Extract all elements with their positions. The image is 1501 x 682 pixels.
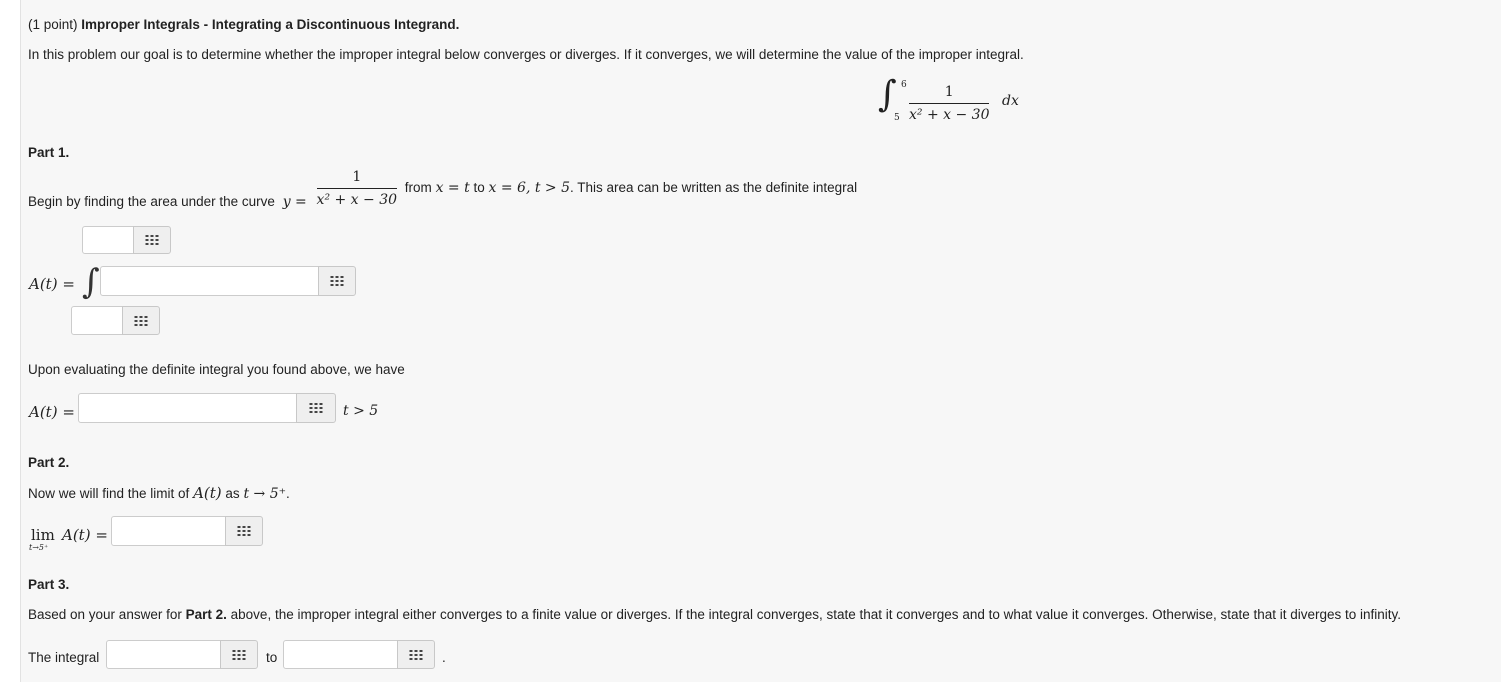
upper-limit-input[interactable] bbox=[82, 226, 134, 254]
part3-period: . bbox=[442, 650, 446, 665]
lower-limit-palette-button[interactable] bbox=[122, 306, 160, 335]
curve-fraction bbox=[317, 169, 397, 208]
part1-heading: Part 1. bbox=[28, 145, 70, 160]
part1-prompt bbox=[28, 169, 858, 212]
lim-At-label: A(t) = bbox=[62, 526, 108, 544]
curve-lhs: y = bbox=[282, 194, 307, 211]
to-expression: x = 6, t > 5 bbox=[488, 180, 571, 197]
equation-editor-grid-icon bbox=[135, 316, 148, 326]
to-label: to bbox=[266, 650, 278, 665]
part2-At: A(t) bbox=[193, 484, 222, 502]
integrand-fraction bbox=[909, 84, 989, 123]
limit-palette-button[interactable] bbox=[225, 516, 263, 546]
part3-bold-ref: Part 2. bbox=[185, 607, 227, 622]
value-palette-button[interactable] bbox=[397, 640, 435, 669]
lim-subscript: t→5⁺ bbox=[29, 543, 49, 552]
equation-editor-grid-icon bbox=[233, 650, 246, 660]
problem-header bbox=[28, 17, 459, 32]
equation-editor-grid-icon bbox=[410, 650, 423, 660]
integrand-input[interactable] bbox=[100, 266, 319, 296]
upper-limit: 6 bbox=[901, 80, 907, 90]
from-expression: x = t bbox=[435, 180, 470, 197]
the-integral-label: The integral bbox=[28, 650, 100, 665]
points-label: (1 point) bbox=[28, 17, 78, 32]
integrand-numerator: 1 bbox=[909, 84, 989, 104]
curve-denominator: x² + x − 30 bbox=[316, 192, 398, 208]
intro-text: In this problem our goal is to determine whether the improper integral below converges or diverges. If it converges, we will determine the value of the improper integral. bbox=[28, 47, 1024, 62]
part2-prompt bbox=[28, 484, 290, 502]
At-label-2: A(t) = bbox=[29, 403, 75, 421]
equation-editor-grid-icon bbox=[238, 526, 251, 536]
evaluate-text: Upon evaluating the definite integral you found above, we have bbox=[28, 362, 405, 377]
part3-prompt bbox=[28, 607, 1401, 622]
part3-text-after: above, the improper integral either converges to a finite value or diverges. If the integral converges, state that it converges and to what value it converges. Otherwise, state that it diverges to infinity. bbox=[230, 607, 1402, 622]
part2-heading: Part 2. bbox=[28, 455, 70, 470]
lower-limit: 5 bbox=[894, 113, 900, 123]
to-word: to bbox=[473, 180, 485, 196]
from-word: from bbox=[404, 180, 432, 196]
integral-sign-input: ∫ bbox=[82, 262, 100, 302]
equation-editor-grid-icon bbox=[331, 276, 344, 286]
converges-palette-button[interactable] bbox=[220, 640, 258, 669]
differential: dx bbox=[1002, 93, 1019, 109]
part2-text: Now we will find the limit of bbox=[28, 486, 190, 501]
value-input[interactable] bbox=[283, 640, 398, 669]
part2-as: as bbox=[225, 486, 240, 501]
part1-text-before: Begin by finding the area under the curve bbox=[28, 194, 275, 210]
problem-title: Improper Integrals - Integrating a Discontinuous Integrand. bbox=[81, 17, 460, 32]
At-input[interactable] bbox=[78, 393, 297, 423]
part3-heading: Part 3. bbox=[28, 577, 70, 592]
curve-numerator: 1 bbox=[317, 169, 397, 189]
At-label: A(t) = bbox=[29, 275, 75, 293]
upper-limit-palette-button[interactable] bbox=[133, 226, 171, 254]
lower-limit-input[interactable] bbox=[71, 306, 123, 335]
part2-limit-expr: t → 5⁺ bbox=[243, 486, 287, 502]
problem-panel bbox=[20, 0, 1501, 682]
integrand-palette-button[interactable] bbox=[318, 266, 356, 296]
converges-input[interactable] bbox=[106, 640, 221, 669]
integral-sign: ∫ bbox=[878, 74, 897, 115]
equation-editor-grid-icon bbox=[146, 235, 159, 245]
limit-input[interactable] bbox=[111, 516, 226, 546]
part1-text-end: . This area can be written as the definite integral bbox=[570, 180, 858, 196]
t-condition: t > 5 bbox=[343, 403, 379, 419]
improper-integral-display bbox=[876, 74, 1036, 130]
equation-editor-grid-icon bbox=[310, 403, 323, 413]
lim-label: lim bbox=[31, 526, 55, 544]
part2-period: . bbox=[286, 486, 290, 501]
At-palette-button[interactable] bbox=[296, 393, 336, 423]
integrand-denominator: x² + x − 30 bbox=[909, 107, 990, 123]
part3-text-before: Based on your answer for bbox=[28, 607, 182, 622]
